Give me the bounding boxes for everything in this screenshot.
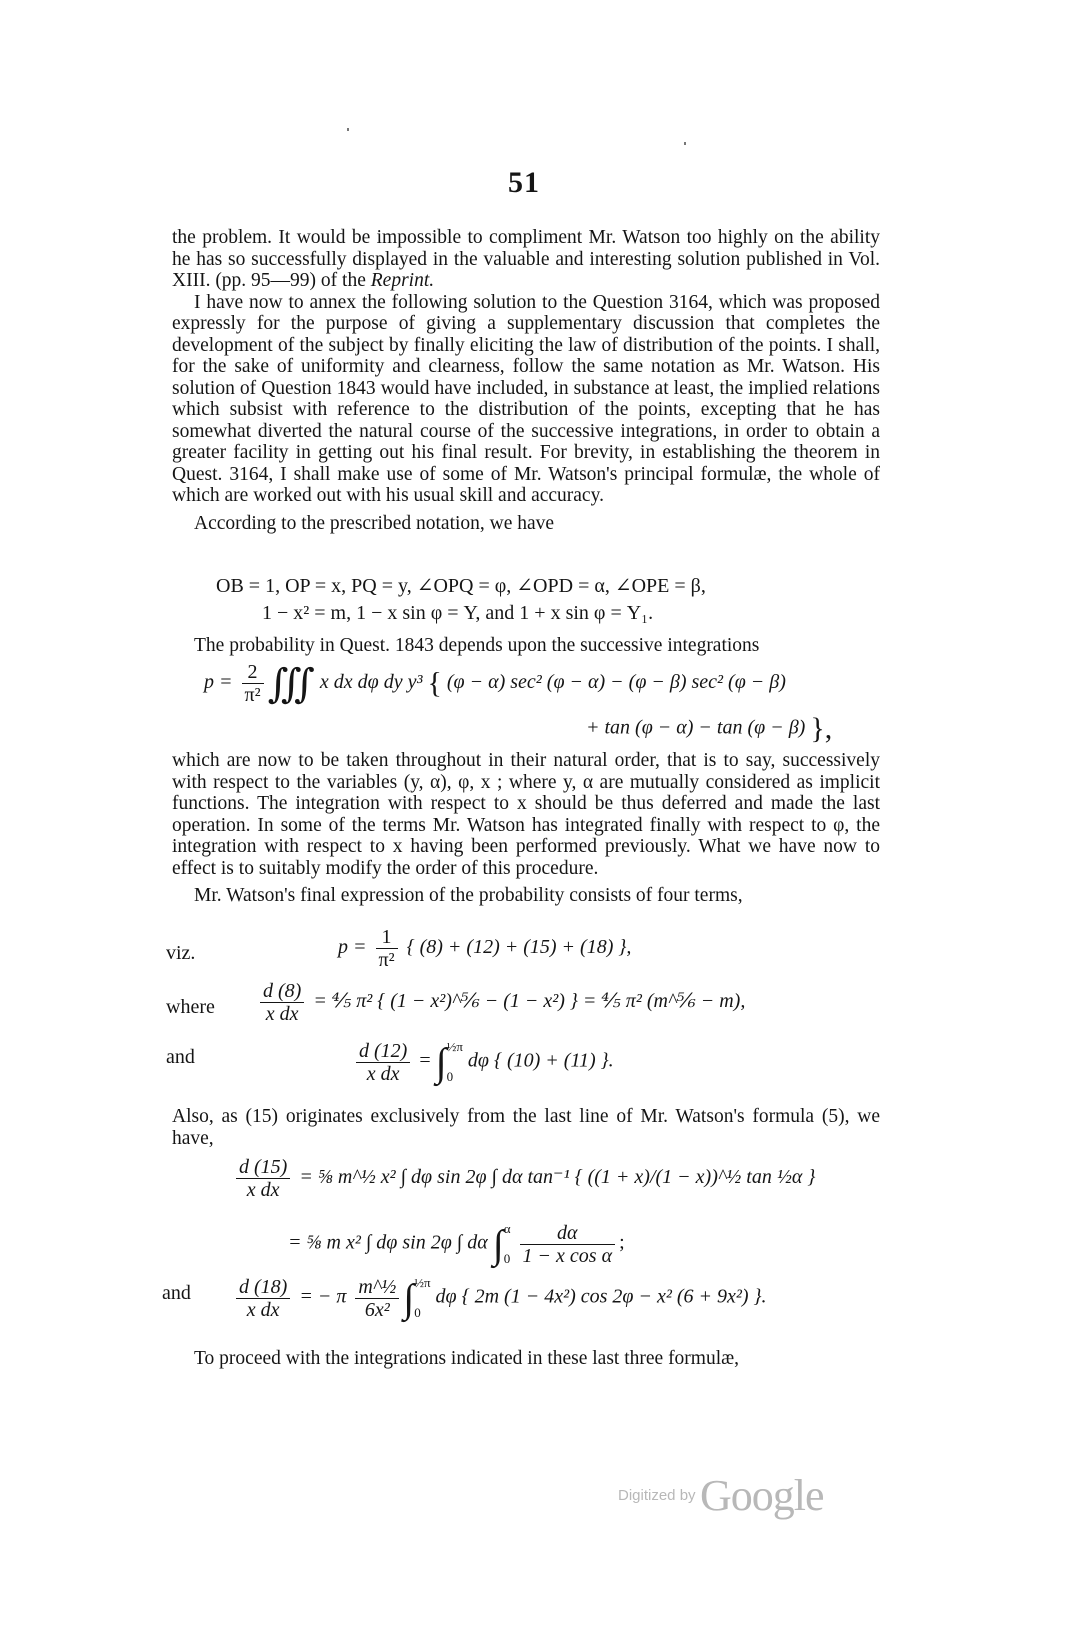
eq-15b-limits: α 0 <box>503 1221 511 1266</box>
label-viz: viz. <box>166 942 196 964</box>
paragraph-continuation: the problem. It would be impossible to compliment Mr. Watson too highly on the ability he has so successfully displayed in the valuable and interesting solution published in Vol. XIII. (pp. 95—99) of the Reprint. <box>172 227 880 291</box>
triple-integral-sign: ∭ <box>267 661 315 706</box>
paragraph-also: Also, as (15) originates exclusively from the last line of Mr. Watson's formula (5), we have, <box>172 1106 880 1149</box>
eq-18-equals: = − π <box>299 1285 347 1308</box>
equation-15b <box>288 1214 625 1274</box>
eq-12-limits: ½π 0 <box>446 1039 463 1084</box>
label-and-2: and <box>162 1282 191 1304</box>
digitized-by-google-watermark <box>618 1470 824 1521</box>
reprint-italic: Reprint. <box>370 270 435 291</box>
eq-18-rhs: dφ { 2m (1 − 4x²) cos 2φ − x² (6 + 9x²) }. <box>435 1285 767 1308</box>
paragraph-solution-intro: I have now to annex the following solution to the Question 3164, which was proposed expressly for the purpose of giving a supplementary discussion that completes the development of the subject by finally eliciting the law of distribution of the points. I shall, for the sake of uniformity and clearness, follow the same notation as Mr. Watson. His solution of Question 1843 would have included, in substance at least, the implied relations which subsist with reference to the distribution of the points, excepting that he has somewhat diverted the natural course of the successive integrations, in order to obtain a greater facility in getting out his final result. For brevity, in establishing the theorem in Quest. 3164, I shall make use of some of Mr. Watson's principal formulæ, the whole of which are worked out with his usual skill and accuracy. <box>172 291 880 506</box>
label-and-1: and <box>166 1046 195 1068</box>
eq-viz-coefficient: $\frac{1}{\text{π²}}$ <box>376 926 398 971</box>
eq-p-lhs: p = <box>204 671 233 694</box>
eq-p-line2-terms: + tan (φ − α) − tan (φ − β) <box>586 716 806 739</box>
paragraph-proceed: To proceed with the integrations indicated in these last three formulæ, <box>194 1348 740 1369</box>
eq-15a-fraction: $\frac{d (15)}{\text{x dx}}$ <box>236 1156 290 1201</box>
equation-15a <box>232 1156 815 1201</box>
eq-15b-tail: ; <box>619 1231 625 1254</box>
equation-12 <box>352 1032 614 1092</box>
eq-p-integrand: x dx dφ dy y³ <box>319 671 423 694</box>
page-number: 51 <box>508 166 540 199</box>
eq-18-integral-sign: ∫ <box>403 1275 415 1321</box>
eq-p-brace-open: { <box>427 666 442 700</box>
scan-speck <box>347 128 349 131</box>
scan-speck <box>684 142 686 145</box>
notation-line-1: OB = 1, OP = x, PQ = y, ∠OPQ = φ, ∠OPD = α, ∠OPE = β, <box>216 575 706 597</box>
watermark-google: Google <box>700 1471 824 1520</box>
eq-p-coefficient: $\frac{2}{\text{π²}}$ <box>242 661 264 706</box>
label-where: where <box>166 996 215 1018</box>
eq-18-limits: ½π 0 <box>414 1275 431 1320</box>
equation-8 <box>256 980 745 1025</box>
equation-p-line-1 <box>204 660 786 707</box>
eq-8-rhs: = ⅘ π² { (1 − x²)^⅚ − (1 − x²) } = ⅘ π² (m^⅚ − m), <box>313 990 746 1013</box>
body-text-bottom <box>172 1348 880 1370</box>
eq-12-rhs: dφ { (10) + (11) }. <box>467 1049 614 1072</box>
eq-15a-rhs: = ⅝ m^½ x² ∫ dφ sin 2φ ∫ dα tan⁻¹ { ((1 + x)/(1 − x))^½ tan ½α } <box>299 1166 816 1189</box>
eq-viz-lhs: p = <box>338 936 367 959</box>
eq-18-fraction: $\frac{d (18)}{\text{x dx}}$ <box>236 1276 290 1321</box>
probability-intro <box>172 635 880 657</box>
paragraph-four-terms: Mr. Watson's final expression of the probability consists of four terms, <box>194 885 743 906</box>
eq-15b-fraction: $\frac{d\alpha}{\text{1 − x cos α}}$ <box>520 1222 616 1267</box>
eq-12-fraction: $\frac{d (12)}{\text{x dx}}$ <box>356 1040 410 1085</box>
body-text-also <box>172 1106 880 1149</box>
paragraph-notation-intro: According to the prescribed notation, we have <box>194 512 555 534</box>
eq-p-brace-close: }, <box>810 712 833 745</box>
paragraph-probability: The probability in Quest. 1843 depends upon the successive integrations <box>194 635 760 656</box>
eq-8-fraction: $\frac{d (8)}{\text{x dx}}$ <box>260 980 304 1025</box>
eq-15b-integral-sign: ∫ <box>492 1221 504 1267</box>
eq-18-coefficient: $\frac{\text{m\textasciicircum{}½}}{\text{6x²}}$ <box>355 1276 399 1321</box>
eq-12-integral-sign: ∫ <box>435 1039 447 1085</box>
equation-p-line-2 <box>586 712 832 746</box>
watermark-digitized-by: Digitized by <box>618 1487 696 1504</box>
body-text-top <box>172 227 880 534</box>
eq-p-line1-terms: (φ − α) sec² (φ − α) − (φ − β) sec² (φ − β) <box>446 671 786 694</box>
eq-viz-rhs: { (8) + (12) + (15) + (18) }, <box>406 936 632 959</box>
equation-viz <box>338 926 631 971</box>
eq-12-equals: = <box>419 1049 431 1072</box>
body-text-middle <box>172 750 880 907</box>
eq-15b-lhs: = ⅝ m x² ∫ dφ sin 2φ ∫ dα <box>288 1231 488 1254</box>
notation-line-2: 1 − x² = m, 1 − x sin φ = Y, and 1 + x sin φ = Y₁. <box>262 602 654 624</box>
equation-18 <box>232 1268 767 1328</box>
paragraph-natural-order: which are now to be taken throughout in their natural order, that is to say, successively with respect to the variables (y, α), φ, x ; where y, α are mutually considered as implicit functions. The integration with respect to x should be thus deferred and made the last operation. In some of the terms Mr. Watson has integrated finally with respect to φ, the integration with respect to x having been performed previously. What we have now to effect is to suitably modify the order of this procedure. <box>172 750 880 879</box>
